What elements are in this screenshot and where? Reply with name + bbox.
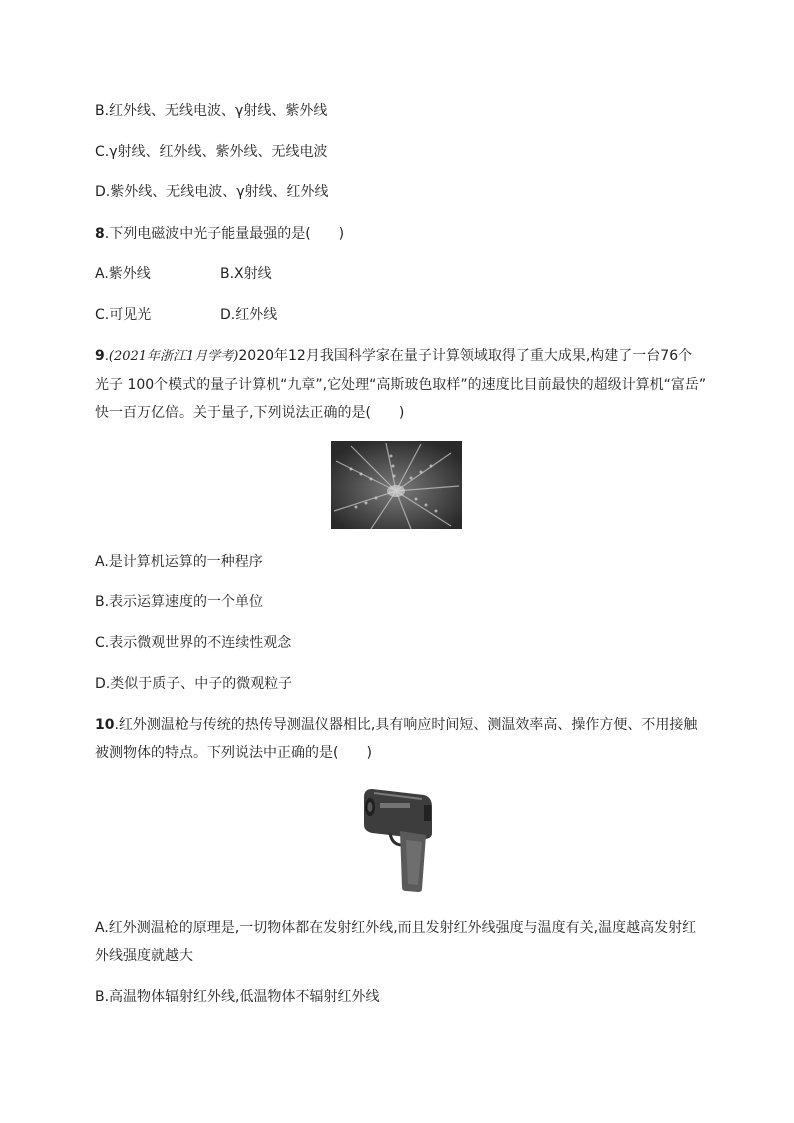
q9-number: 9 <box>95 348 105 364</box>
infrared-thermometer-gun-graphic <box>360 785 435 893</box>
q10-stem-line1 <box>95 715 697 735</box>
q7-option-d: D.紫外线、无线电波、γ射线、红外线 <box>95 184 329 200</box>
q9-stem-line2: 光子 100个模式的量子计算机“九章”,它处理“高斯玻色取样”的速度比目前最快的超级计算机“富岳” <box>95 377 707 393</box>
q10-number: 10 <box>95 717 115 733</box>
q8-stem <box>95 224 344 244</box>
q9-stem-line3: 快一百万亿倍。关于量子,下列说法正确的是( ) <box>95 405 405 421</box>
q8-option-c: C.可见光 <box>95 307 152 323</box>
q9-option-b: B.表示运算速度的一个单位 <box>95 594 264 610</box>
q9-option-a: A.是计算机运算的一种程序 <box>95 554 263 570</box>
q9-stem-text-1: 2020年12月我国科学家在量子计算领域取得了重大成果,构建了一台76个 <box>238 348 693 364</box>
q10-option-a-line1: A.红外测温枪的原理是,一切物体都在发射红外线,而且发射红外线强度与温度有关,温度越高发射红 <box>95 920 697 936</box>
q8-number: 8 <box>95 226 105 242</box>
q9-option-c: C.表示微观世界的不连续性观念 <box>95 635 292 651</box>
q10-stem-line2: 被测物体的特点。下列说法中正确的是( ) <box>95 745 372 761</box>
q8-option-d: D.红外线 <box>220 307 278 323</box>
q9-stem-line1 <box>95 346 692 367</box>
quantum-computer-photo-graphic <box>331 441 462 529</box>
infrared-thermometer-gun-photo <box>360 785 435 893</box>
quantum-computer-photo <box>331 441 462 529</box>
q10-stem-text-1: .红外测温枪与传统的热传导测温仪器相比,具有响应时间短、测温效率高、操作方便、不用接触 <box>114 717 698 733</box>
q10-option-a-line2: 外线强度就越大 <box>95 948 193 964</box>
q7-option-b: B.红外线、无线电波、γ射线、紫外线 <box>95 103 328 119</box>
q8-option-b: B.X射线 <box>220 266 272 282</box>
q9-option-d: D.类似于质子、中子的微观粒子 <box>95 676 293 692</box>
q10-option-b: B.高温物体辐射红外线,低温物体不辐射红外线 <box>95 989 380 1005</box>
q8-stem-text: .下列电磁波中光子能量最强的是( ) <box>104 226 345 242</box>
q7-option-c: C.γ射线、红外线、紫外线、无线电波 <box>95 144 328 160</box>
q9-source: .(2021年浙江1月学考) <box>104 349 239 364</box>
q8-option-a: A.紫外线 <box>95 266 151 282</box>
